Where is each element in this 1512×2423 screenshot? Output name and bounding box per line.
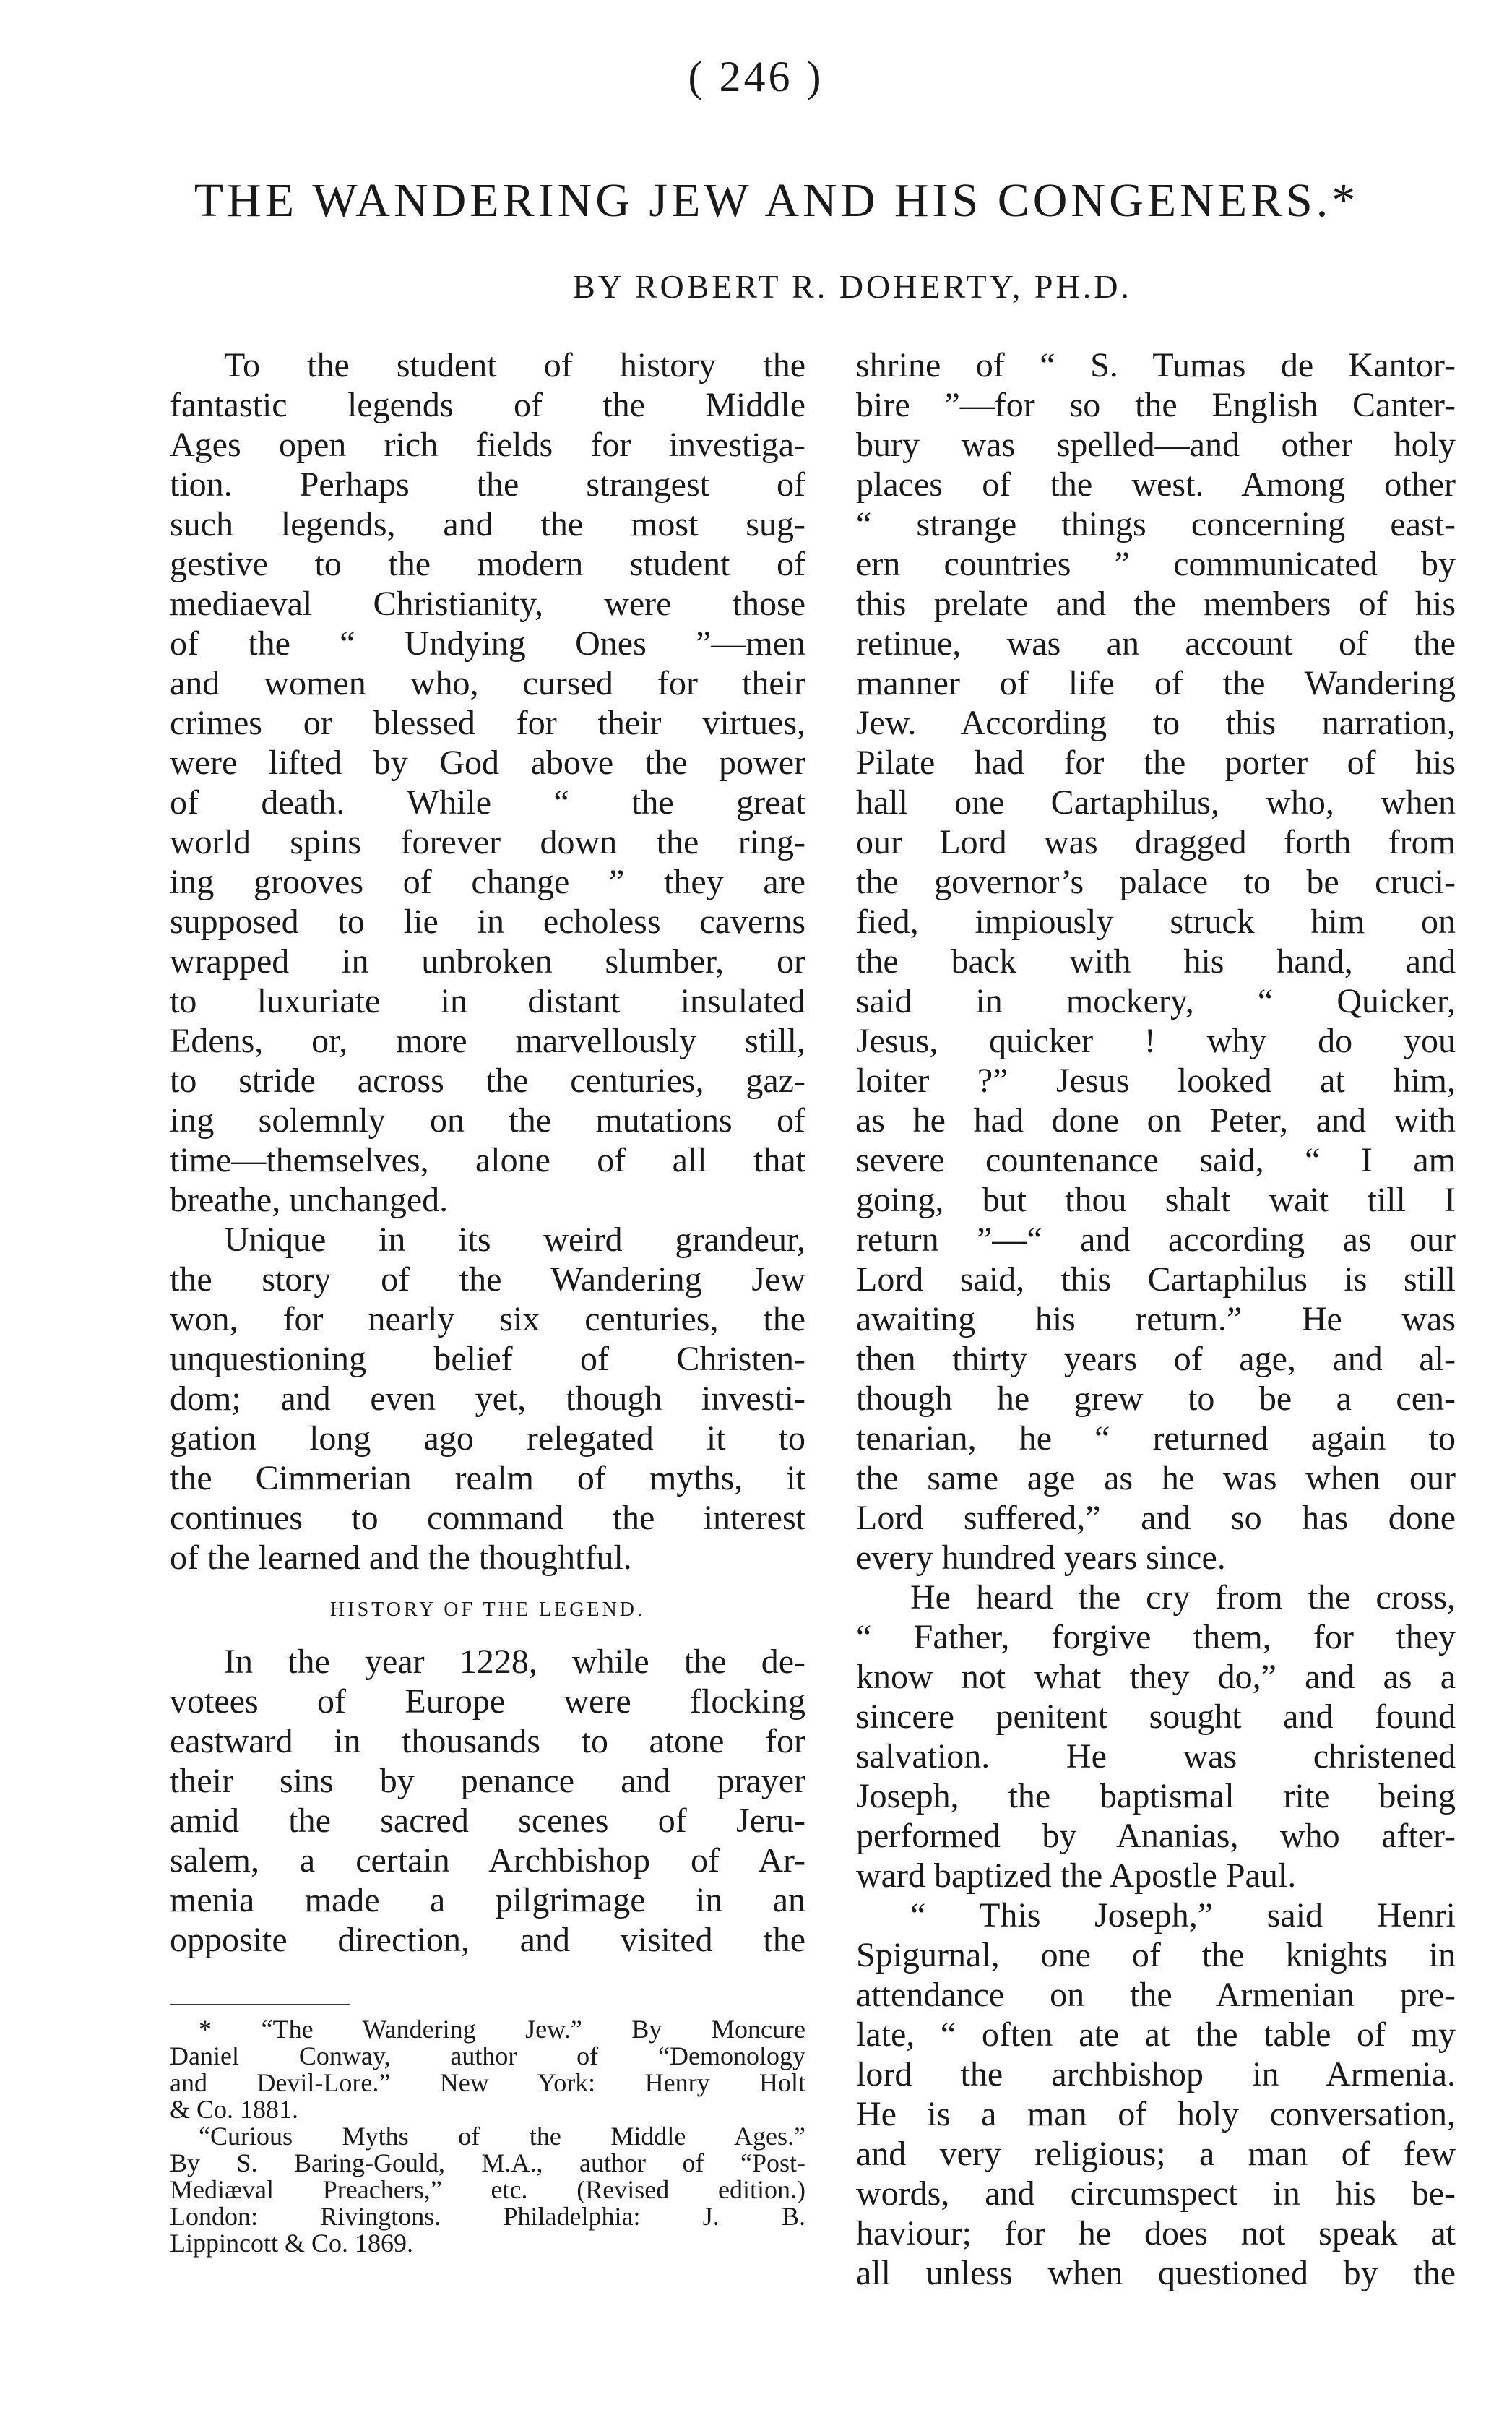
text-line: Jew. According to this narration, xyxy=(856,704,1456,742)
text-line: eastward in thousands to atone for xyxy=(170,1722,805,1760)
footnote-line: Mediæval Preachers,” etc. (Revised edition.) xyxy=(170,2175,805,2204)
text-line: To the student of history the xyxy=(224,346,805,384)
text-line: gation long ago relegated it to xyxy=(170,1419,805,1458)
text-line: then thirty years of age, and al- xyxy=(856,1340,1456,1378)
text-line: though he grew to be a cen- xyxy=(856,1380,1456,1418)
text-line: In the year 1228, while the de- xyxy=(224,1643,805,1681)
text-line: the governor’s palace to be cruci- xyxy=(856,863,1456,901)
text-line: “ Father, forgive them, for they xyxy=(856,1618,1456,1656)
text-line: the back with his hand, and xyxy=(856,942,1456,981)
text-line: performed by Ananias, who after- xyxy=(856,1817,1456,1855)
text-line: shrine of “ S. Tumas de Kantor- xyxy=(856,346,1456,384)
text-line: every hundred years since. xyxy=(856,1538,1226,1577)
text-line: to luxuriate in distant insulated xyxy=(170,982,805,1020)
text-line: amid the sacred scenes of Jeru- xyxy=(170,1802,805,1840)
text-line: words, and circumspect in his be- xyxy=(856,2174,1456,2213)
footnote xyxy=(170,2016,805,2123)
text-line: the story of the Wandering Jew xyxy=(170,1260,805,1299)
text-line: Lord suffered,” and so has done xyxy=(856,1499,1456,1537)
footnote-line: * “The Wandering Jew.” By Moncure xyxy=(199,2015,805,2044)
text-line: ward baptized the Apostle Paul. xyxy=(856,1856,1297,1895)
footnote xyxy=(170,2123,805,2257)
text-line: ing grooves of change ” they are xyxy=(170,863,805,901)
footnote-line: London: Rivingtons. Philadelphia: J. B. xyxy=(170,2202,805,2231)
text-line: ing solemnly on the mutations of xyxy=(170,1101,805,1140)
text-line: the Cimmerian realm of myths, it xyxy=(170,1459,805,1497)
paragraph xyxy=(856,1578,1456,1895)
footnotes xyxy=(170,2016,805,2257)
section-heading: HISTORY OF THE LEGEND. xyxy=(330,1598,645,1621)
text-line: retinue, was an account of the xyxy=(856,624,1456,663)
text-line: salem, a certain Archbishop of Ar- xyxy=(170,1841,805,1880)
text-line: Ages open rich fields for investiga- xyxy=(170,426,805,464)
text-line: haviour; for he does not speak at xyxy=(856,2214,1456,2252)
text-line: Unique in its weird grandeur, xyxy=(224,1221,805,1259)
text-line: return ”—“ and according as our xyxy=(856,1221,1456,1259)
text-line: our Lord was dragged forth from xyxy=(856,823,1456,861)
text-line: of death. While “ the great xyxy=(170,783,805,822)
text-line: know not what they do,” and as a xyxy=(856,1658,1456,1696)
text-line: won, for nearly six centuries, the xyxy=(170,1300,805,1338)
byline: BY ROBERT R. DOHERTY, PH.D. xyxy=(573,268,1132,305)
text-line: such legends, and the most sug- xyxy=(170,505,805,543)
text-line: manner of life of the Wandering xyxy=(856,664,1456,702)
text-line: Lord said, this Cartaphilus is still xyxy=(856,1260,1456,1299)
text-line: to stride across the centuries, gaz- xyxy=(170,1062,805,1100)
text-line: salvation. He was christened xyxy=(856,1737,1456,1776)
text-line: unquestioning belief of Christen- xyxy=(170,1340,805,1378)
text-line: mediaeval Christianity, were those xyxy=(170,585,805,623)
right-column xyxy=(856,345,1456,2293)
text-line: “ This Joseph,” said Henri xyxy=(910,1896,1456,1934)
paragraph xyxy=(170,1220,805,1578)
text-line: world spins forever down the ring- xyxy=(170,823,805,861)
text-line: crimes or blessed for their virtues, xyxy=(170,704,805,742)
text-line: going, but thou shalt wait till I xyxy=(856,1181,1456,1219)
footnote-rule xyxy=(170,2004,350,2005)
text-line: this prelate and the members of his xyxy=(856,585,1456,623)
text-line: “ strange things concerning east- xyxy=(856,505,1456,543)
text-line: He heard the cry from the cross, xyxy=(910,1578,1456,1617)
text-line: and women who, cursed for their xyxy=(170,664,805,702)
footnote-line: By S. Baring-Gould, M.A., author of “Post- xyxy=(170,2148,805,2177)
text-line: attendance on the Armenian pre- xyxy=(856,1976,1456,2014)
text-line: Jesus, quicker ! why do you xyxy=(856,1022,1456,1060)
text-line: the same age as he was when our xyxy=(856,1459,1456,1497)
text-line: menia made a pilgrimage in an xyxy=(170,1881,805,1919)
text-line: breathe, unchanged. xyxy=(170,1181,449,1219)
text-line: places of the west. Among other xyxy=(856,465,1456,504)
text-line: were lifted by God above the power xyxy=(170,744,805,782)
text-line: gestive to the modern student of xyxy=(170,545,805,583)
text-line: of the “ Undying Ones ”—men xyxy=(170,624,805,663)
text-line: loiter ?” Jesus looked at him, xyxy=(856,1062,1456,1100)
text-line: tion. Perhaps the strangest of xyxy=(170,465,805,504)
text-line: dom; and even yet, though investi- xyxy=(170,1380,805,1418)
text-line: He is a man of holy conversation, xyxy=(856,2095,1456,2133)
footnote-line: Lippincott & Co. 1869. xyxy=(170,2229,413,2258)
text-line: Spigurnal, one of the knights in xyxy=(856,1936,1456,1974)
paragraph xyxy=(856,345,1456,1578)
text-line: supposed to lie in echoless caverns xyxy=(170,903,805,941)
text-line: as he had done on Peter, and with xyxy=(856,1101,1456,1140)
text-line: severe countenance said, “ I am xyxy=(856,1141,1456,1179)
paragraph xyxy=(170,1642,805,1960)
text-line: late, “ often ate at the table of my xyxy=(856,2015,1456,2054)
footnote-line: and Devil-Lore.” New York: Henry Holt xyxy=(170,2068,805,2097)
page-number: ( 246 ) xyxy=(688,53,824,100)
text-line: time—themselves, alone of all that xyxy=(170,1141,805,1179)
text-line: tenarian, he “ returned again to xyxy=(856,1419,1456,1458)
text-line: fantastic legends of the Middle xyxy=(170,386,805,424)
text-line: bury was spelled—and other holy xyxy=(856,426,1456,464)
footnote-line: “Curious Myths of the Middle Ages.” xyxy=(199,2122,805,2151)
footnote-line: & Co. 1881. xyxy=(170,2095,299,2124)
text-line: Joseph, the baptismal rite being xyxy=(856,1777,1456,1815)
text-line: sincere penitent sought and found xyxy=(856,1697,1456,1736)
text-line: bire ”—for so the English Canter- xyxy=(856,386,1456,424)
text-line: votees of Europe were flocking xyxy=(170,1682,805,1721)
text-line: and very religious; a man of few xyxy=(856,2135,1456,2173)
text-line: Edens, or, more marvellously still, xyxy=(170,1022,805,1060)
text-line: hall one Cartaphilus, who, when xyxy=(856,783,1456,822)
footnote-line: Daniel Conway, author of “Demonology xyxy=(170,2041,805,2070)
paragraph xyxy=(856,1895,1456,2293)
text-line: ern countries ” communicated by xyxy=(856,545,1456,583)
text-line: continues to command the interest xyxy=(170,1499,805,1537)
text-line: their sins by penance and prayer xyxy=(170,1762,805,1800)
text-line: said in mockery, “ Quicker, xyxy=(856,982,1456,1020)
text-line: awaiting his return.” He was xyxy=(856,1300,1456,1338)
text-line: lord the archbishop in Armenia. xyxy=(856,2055,1456,2093)
paragraph xyxy=(170,345,805,1220)
left-column xyxy=(170,345,805,1960)
text-line: all unless when questioned by the xyxy=(856,2254,1456,2292)
text-line: of the learned and the thoughtful. xyxy=(170,1538,632,1577)
text-line: wrapped in unbroken slumber, or xyxy=(170,942,805,981)
text-line: fied, impiously struck him on xyxy=(856,903,1456,941)
text-line: opposite direction, and visited the xyxy=(170,1921,805,1959)
article-title: THE WANDERING JEW AND HIS CONGENERS.* xyxy=(194,174,1360,227)
text-line: Pilate had for the porter of his xyxy=(856,744,1456,782)
